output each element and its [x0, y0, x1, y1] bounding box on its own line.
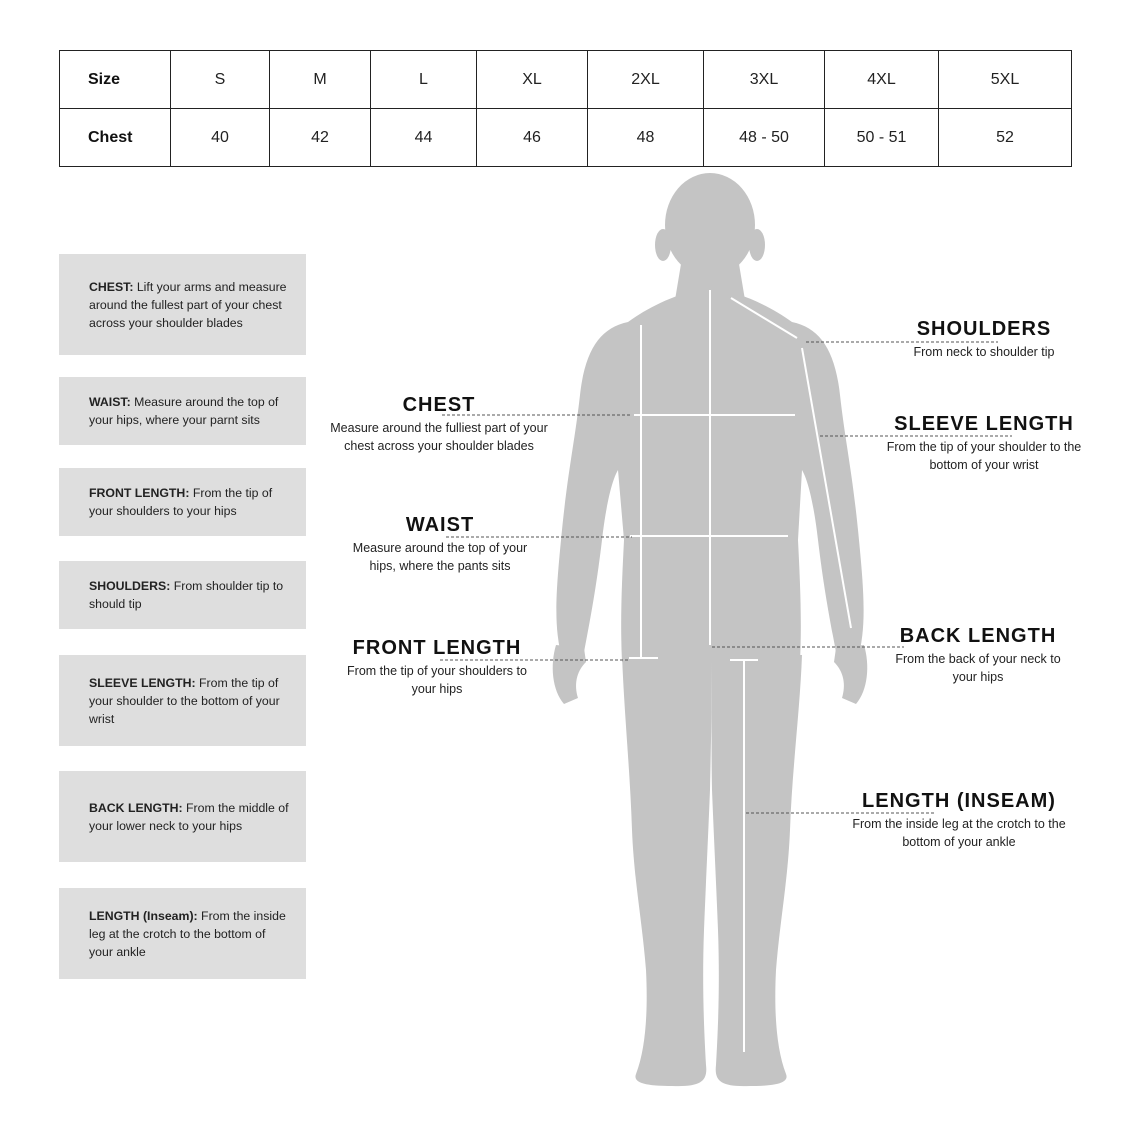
callout-title: FRONT LENGTH — [352, 637, 522, 659]
chest-cell: 48 - 50 — [704, 109, 825, 167]
left-hand — [553, 645, 586, 704]
callout-back-length — [888, 625, 1068, 686]
info-text: From the tip of your shoulders to your hips — [89, 486, 273, 518]
info-text: From the inside leg at the crotch to the bottom of your ankle — [89, 908, 286, 959]
info-term: FRONT LENGTH: — [89, 486, 190, 500]
callout-desc: From neck to shoulder tip — [913, 345, 1055, 359]
callout-sleeve-length — [886, 413, 1082, 474]
left-ear — [655, 229, 671, 261]
callout-title: SHOULDERS — [916, 318, 1052, 340]
size-cell: S — [171, 51, 270, 109]
chest-cell: 40 — [171, 109, 270, 167]
size-cell: 3XL — [704, 51, 825, 109]
callout-desc: From the back of your neck to your hips — [895, 652, 1061, 684]
size-cell: L — [371, 51, 477, 109]
info-text: Lift your arms and measure around the fullest part of your chest across your shoulder blades — [89, 279, 287, 330]
callout-inseam — [852, 790, 1066, 851]
info-text: From the middle of your lower neck to your hips — [89, 800, 289, 833]
callout-shoulders — [880, 318, 1088, 361]
callout-desc: Measure around the top of your hips, where the pants sits — [352, 541, 528, 573]
info-term: CHEST: — [89, 279, 134, 294]
info-text: Measure around the top of your hips, where your parnt sits — [89, 395, 279, 427]
size-cell: 2XL — [588, 51, 704, 109]
callout-desc: Measure around the fulliest part of your chest across your shoulder blades — [330, 421, 548, 453]
callout-desc: From the tip of your shoulder to the bottom of your wrist — [886, 440, 1082, 472]
right-hand — [834, 645, 867, 704]
info-term: SLEEVE LENGTH: — [89, 675, 196, 690]
callout-title: LENGTH (INSEAM) — [862, 790, 1056, 812]
callout-title: WAIST — [405, 514, 475, 536]
info-term: LENGTH (Inseam): — [89, 908, 198, 923]
info-term: BACK LENGTH: — [89, 800, 183, 815]
info-term: WAIST: — [89, 395, 131, 409]
callout-desc: From the inside leg at the crotch to the bottom of your ankle — [852, 817, 1066, 849]
chest-cell: 48 — [588, 109, 704, 167]
callout-waist — [340, 514, 540, 575]
callout-desc: From the tip of your shoulders to your hips — [347, 664, 527, 696]
size-cell: XL — [477, 51, 588, 109]
chest-cell: 52 — [939, 109, 1072, 167]
callout-front-length — [342, 637, 532, 698]
callout-title: CHEST — [402, 394, 476, 416]
info-term: SHOULDERS: — [89, 579, 171, 593]
chest-cell: 46 — [477, 109, 588, 167]
callout-title: SLEEVE LENGTH — [894, 413, 1074, 435]
right-leg — [712, 655, 802, 1086]
left-leg — [622, 655, 712, 1086]
callout-chest — [320, 394, 558, 455]
size-cell: 4XL — [825, 51, 939, 109]
chest-cell: 42 — [270, 109, 371, 167]
size-cell: 5XL — [939, 51, 1072, 109]
info-text: From shoulder tip to should tip — [89, 579, 284, 611]
chest-cell: 50 - 51 — [825, 109, 939, 167]
chest-label: Chest — [60, 109, 171, 167]
info-text: From the tip of your shoulder to the bottom of your wrist — [89, 675, 280, 726]
size-label: Size — [60, 51, 171, 109]
size-cell: M — [270, 51, 371, 109]
callout-title: BACK LENGTH — [899, 625, 1057, 647]
chest-cell: 44 — [371, 109, 477, 167]
right-ear — [749, 229, 765, 261]
